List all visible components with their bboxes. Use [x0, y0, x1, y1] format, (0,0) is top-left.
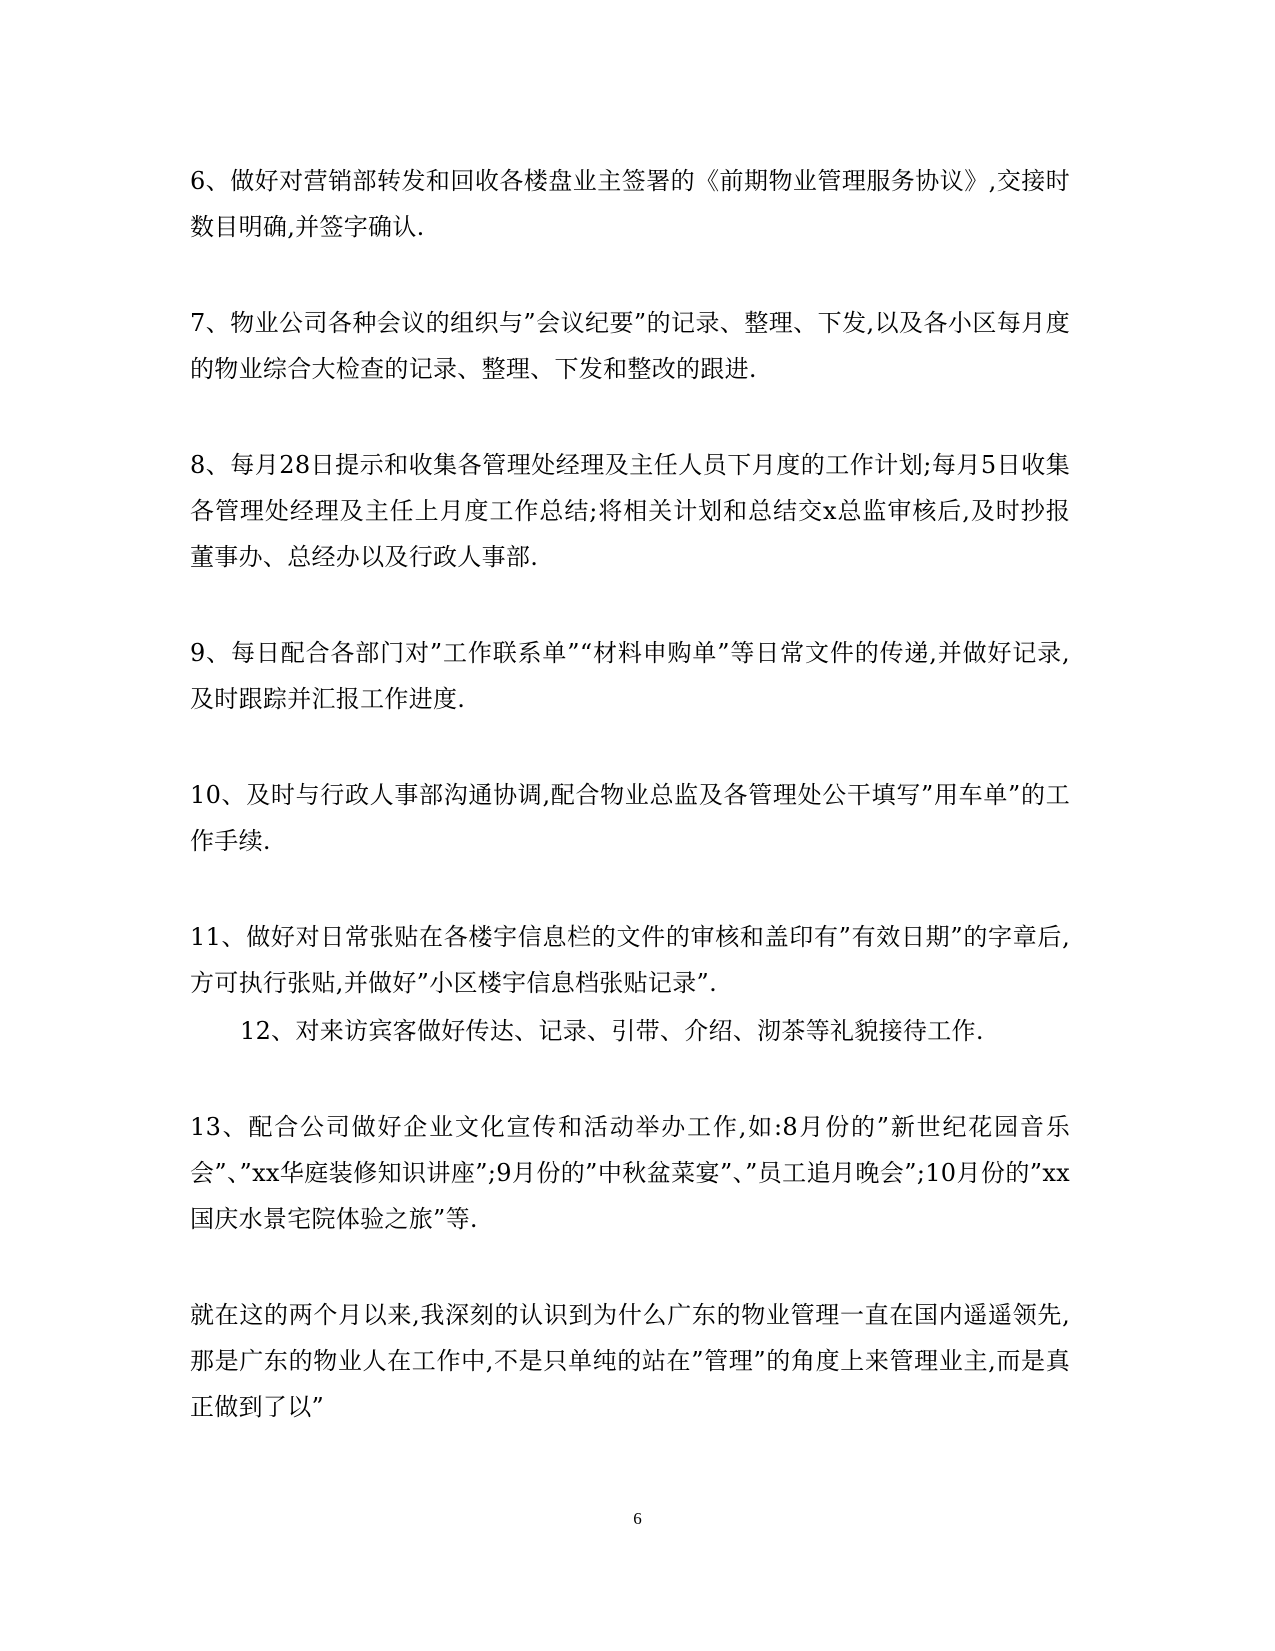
paragraph-item-7: 7、物业公司各种会议的组织与”会议纪要”的记录、整理、下发,以及各小区每月度的物业综合大检查的记录、整理、下发和整改的跟进. [190, 309, 1070, 383]
document-body [190, 158, 1070, 1430]
paragraph-item-6: 6、做好对营销部转发和回收各楼盘业主签署的《前期物业管理服务协议》,交接时数目明确,并签字确认. [190, 167, 1070, 241]
paragraph-item-8: 8、每月28日提示和收集各管理处经理及主任人员下月度的工作计划;每月5日收集各管理处经理及主任上月度工作总结;将相关计划和总结交x总监审核后,及时抄报董事办、总经办以及行政人事部. [190, 451, 1070, 571]
paragraph-item-12: 12、对来访宾客做好传达、记录、引带、介绍、沏茶等礼貌接待工作. [240, 1017, 984, 1045]
paragraph-item-9: 9、每日配合各部门对”工作联系单”“材料申购单”等日常文件的传递,并做好记录,及时跟踪并汇报工作进度. [190, 639, 1070, 713]
page-number: 6 [633, 1509, 642, 1528]
paragraph-item-11: 11、做好对日常张贴在各楼宇信息栏的文件的审核和盖印有”有效日期”的字章后,方可执行张贴,并做好”小区楼宇信息档张贴记录”. [190, 923, 1070, 997]
paragraph-item-10: 10、及时与行政人事部沟通协调,配合物业总监及各管理处公干填写”用车单”的工作手续. [190, 781, 1070, 855]
paragraph-item-13: 13、配合公司做好企业文化宣传和活动举办工作,如:8月份的”新世纪花园音乐会”、”xx华庭装修知识讲座”;9月份的”中秋盆菜宴”、”员工追月晚会”;10月份的”xx国庆水景宅院体验之旅”等. [190, 1113, 1070, 1233]
closing-paragraph: 就在这的两个月以来,我深刻的认识到为什么广东的物业管理一直在国内遥遥领先,那是广东的物业人在工作中,不是只单纯的站在”管理”的角度上来管理业主,而是真正做到了以” [190, 1301, 1070, 1421]
